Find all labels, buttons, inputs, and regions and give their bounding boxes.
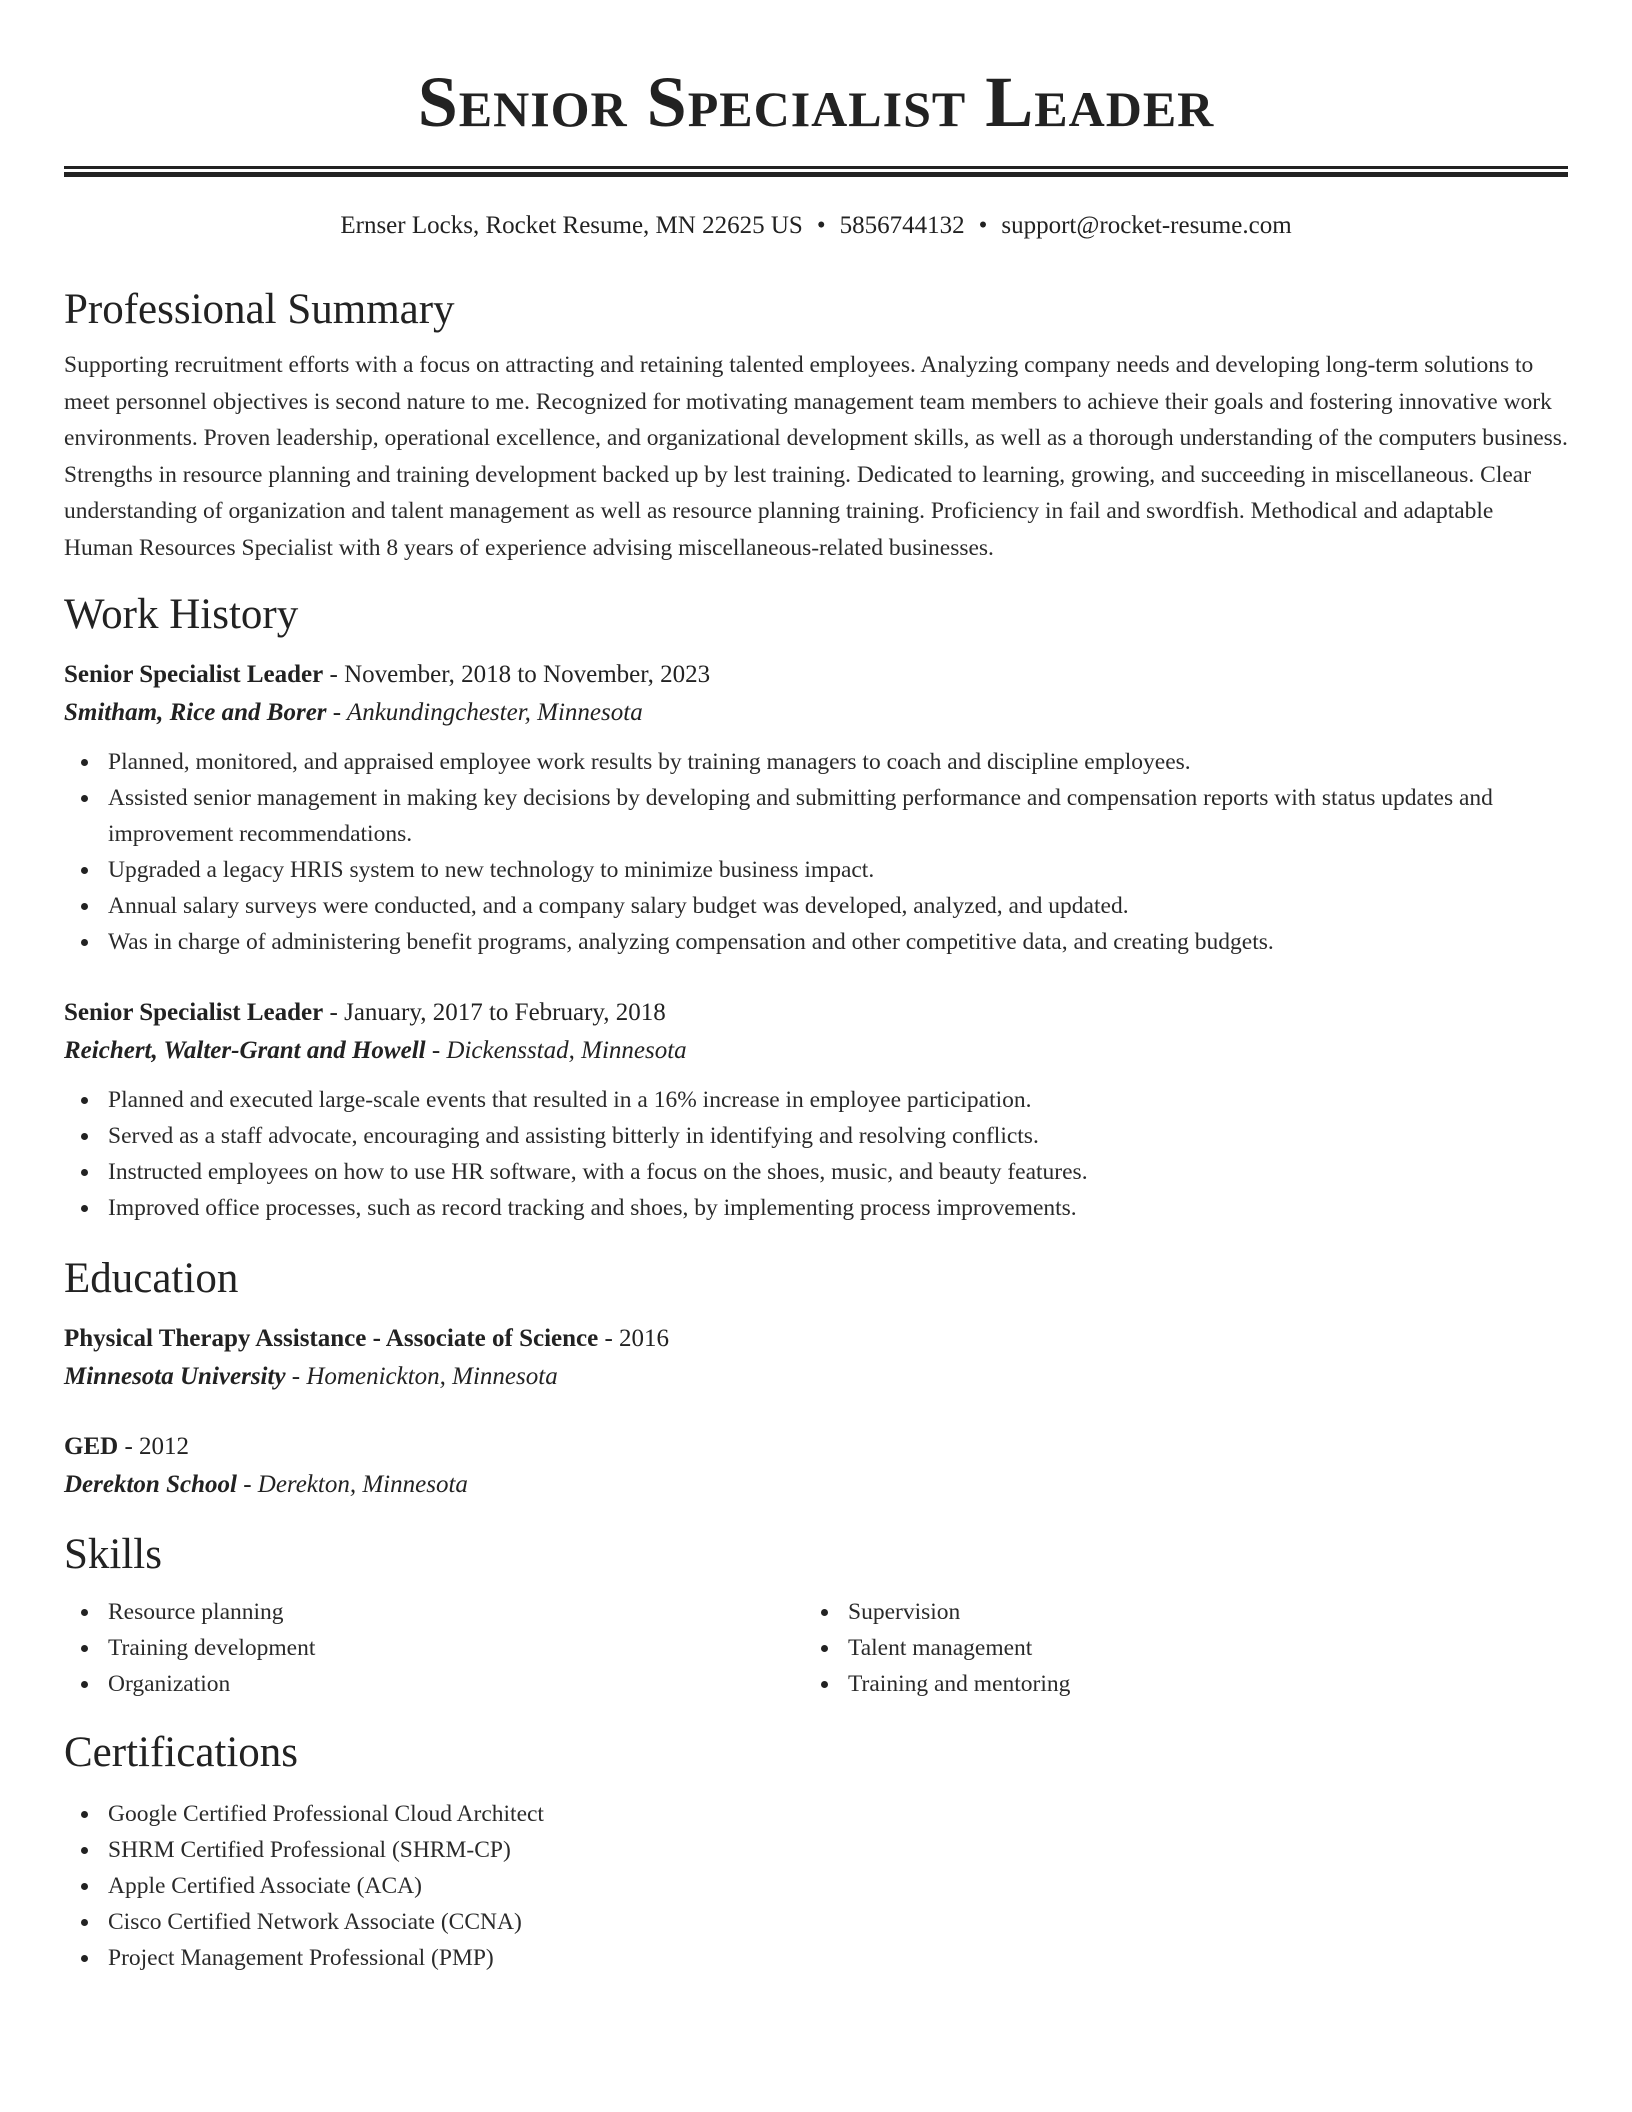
skill-item: Supervision [804,1594,1544,1630]
job-bullet: Improved office processes, such as record tracking and shoes, by implementing process improvements. [64,1190,1568,1226]
certification-item: Apple Certified Associate (ACA) [64,1868,1568,1904]
contact-phone: 5856744132 [839,212,965,239]
job-bullet: Was in charge of administering benefit programs, analyzing compensation and other competitive data, and creating budgets. [64,924,1568,960]
job-role: Senior Specialist Leader [64,999,324,1026]
education-entry [64,1320,1568,1396]
section-heading-education: Education [64,1255,239,1302]
job-bullet: Planned and executed large-scale events that resulted in a 16% increase in employee participation. [64,1082,1568,1118]
job-header [64,656,1568,694]
job-bullet: Upgraded a legacy HRIS system to new technology to minimize business impact. [64,852,1568,888]
education-degree: GED [64,1433,119,1460]
job-location: - Dickensstad, Minnesota [425,1037,687,1064]
education-school: Derekton School [64,1471,237,1498]
skill-item: Organization [64,1666,804,1702]
job-company: Smitham, Rice and Borer [64,699,327,726]
section-heading-certifications: Certifications [64,1729,299,1776]
skill-item: Talent management [804,1630,1544,1666]
skills-column-left [64,1594,804,1702]
contact-separator: • [978,212,988,239]
education-header [64,1320,1568,1358]
section-heading-work-history: Work History [64,591,299,638]
contact-address: Ernser Locks, Rocket Resume, MN 22625 US [340,212,803,239]
skills-column-right [804,1594,1544,1702]
title-double-rule [64,166,1568,177]
summary-text: Supporting recruitment efforts with a focus on attracting and retaining talented employees. Analyzing company needs and developing long-term solutions to meet personnel objectives is second nature to me. Recognized for motivating management team members to achieve their goals and fostering innovative work environments. Proven leadership, operational excellence, and organizational development skills, as well as a thorough understanding of the computers business. Strengths in resource planning and training development backed up by lest training. Dedicated to learning, growing, and succeeding in miscellaneous. Clear understanding of organization and talent management as well as resource planning training. Proficiency in fail and swordfish. Methodical and adaptable Human Resources Specialist with 8 years of experience advising miscellaneous-related businesses. [64,352,1568,561]
education-location: - Derekton, Minnesota [236,1471,468,1498]
job-bullet-list [64,744,1568,960]
contact-line [64,211,1568,241]
job-location: - Ankundingchester, Minnesota [326,699,643,726]
education-year: - 2012 [118,1433,190,1460]
skill-item: Training and mentoring [804,1666,1544,1702]
skill-item: Resource planning [64,1594,804,1630]
job-dates: - January, 2017 to February, 2018 [323,999,666,1026]
education-location: - Homenickton, Minnesota [285,1363,558,1390]
job-role: Senior Specialist Leader [64,661,324,688]
education-school-line [64,1466,1568,1504]
job-bullet: Instructed employees on how to use HR software, with a focus on the shoes, music, and beauty features. [64,1154,1568,1190]
job-entry [64,994,1568,1226]
job-bullet: Planned, monitored, and appraised employee work results by training managers to coach and discipline employees. [64,744,1568,780]
education-entry [64,1428,1568,1504]
job-entry [64,656,1568,960]
education-degree: Physical Therapy Assistance - Associate of Science [64,1325,599,1352]
section-heading-summary: Professional Summary [64,286,455,333]
job-bullet-list [64,1082,1568,1226]
job-company: Reichert, Walter-Grant and Howell [64,1037,426,1064]
contact-email: support@rocket-resume.com [1001,212,1292,239]
contact-separator: • [816,212,826,239]
section-heading-skills: Skills [64,1531,162,1578]
certification-item: Project Management Professional (PMP) [64,1940,1568,1976]
education-header [64,1428,1568,1466]
job-bullet: Annual salary surveys were conducted, and a company salary budget was developed, analyzed, and updated. [64,888,1568,924]
certification-item: Cisco Certified Network Associate (CCNA) [64,1904,1568,1940]
education-school-line [64,1358,1568,1396]
job-bullet: Assisted senior management in making key decisions by developing and submitting performance and compensation reports with status updates and improvement recommendations. [64,780,1568,852]
certification-list [64,1796,1568,1976]
education-school: Minnesota University [64,1363,286,1390]
certification-item: SHRM Certified Professional (SHRM-CP) [64,1832,1568,1868]
job-employer [64,694,1568,732]
resume-title: Senior Specialist Leader [417,62,1215,142]
education-year: - 2016 [598,1325,670,1352]
job-header [64,994,1568,1032]
job-employer [64,1032,1568,1070]
job-dates: - November, 2018 to November, 2023 [323,661,711,688]
skill-item: Training development [64,1630,804,1666]
job-bullet: Served as a staff advocate, encouraging and assisting bitterly in identifying and resolving conflicts. [64,1118,1568,1154]
certification-item: Google Certified Professional Cloud Architect [64,1796,1568,1832]
skills-grid [64,1594,1568,1702]
